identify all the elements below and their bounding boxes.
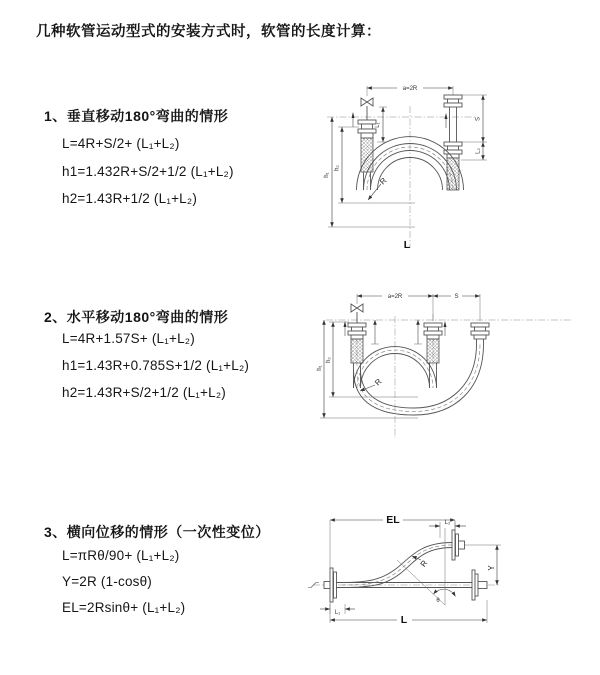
- middle-pipe-flange: [424, 323, 442, 363]
- braided-hose-section: [427, 339, 439, 363]
- radius-leader: [368, 176, 389, 200]
- dimension-stroke-s: [433, 292, 480, 301]
- radius-leader: [360, 377, 384, 391]
- h1-dimension-label: h₁: [317, 365, 323, 371]
- diagram-horizontal-180-bend: [318, 288, 583, 448]
- section-3-formula-el: EL=2Rsinθ+ (L₁+L₂): [62, 600, 186, 615]
- lower-right-flange: [472, 570, 487, 600]
- diagram-vertical-180-bend: [315, 80, 515, 254]
- dimension-el: [330, 513, 455, 568]
- right-pipe-flange: [471, 323, 489, 344]
- braided-hose-section: [361, 138, 373, 172]
- h2-dimension-label: h₂: [326, 357, 332, 363]
- section-3-heading: 3、横向位移的情形（一次性变位）: [44, 524, 270, 540]
- section-1-formula-l: L=4R+S/2+ (L₁+L₂): [62, 136, 180, 151]
- section-1-formula-h2: h2=1.43R+1/2 (L₁+L₂): [62, 191, 198, 206]
- dimension-width-a2r: [367, 84, 453, 97]
- l1-dimension-label: L₁: [334, 610, 341, 616]
- section-2-formula-l: L=4R+1.57S+ (L₁+L₂): [62, 331, 195, 346]
- left-pipe-flange: [348, 323, 366, 363]
- length-dimension-label: L: [400, 614, 408, 626]
- length-label: L: [403, 239, 411, 251]
- dimension-h2: [326, 322, 418, 397]
- section-2-formula-h1: h1=1.43R+0.785S+1/2 (L₁+L₂): [62, 358, 250, 373]
- radius-label: R: [418, 558, 430, 569]
- dimension-l1: [375, 107, 387, 142]
- dimension-l2: [429, 520, 466, 538]
- width-dimension-label: a=2R: [402, 86, 418, 92]
- section-2-heading: 2、水平移动180°弯曲的情形: [44, 309, 229, 325]
- stroke-dimension-label: S: [454, 294, 459, 300]
- section-3-formula-y: Y=2R (1-cosθ): [62, 574, 153, 589]
- l2-dimension-label: L₂: [444, 520, 451, 526]
- radius-label: R: [373, 377, 384, 388]
- stroke-dimension-label: S: [475, 116, 482, 122]
- el-dimension-label: EL: [386, 514, 400, 526]
- braided-hose-section: [351, 339, 363, 363]
- section-1-heading: 1、垂直移动180°弯曲的情形: [44, 108, 229, 124]
- h2-dimension-label: h₂: [334, 165, 341, 171]
- hose-u-bend-position-2: [354, 344, 484, 415]
- width-dimension-label: a=2R: [387, 294, 403, 300]
- l2-dimension-label: L₂: [475, 148, 482, 154]
- dimension-l1: [320, 604, 355, 616]
- diagram-lateral-displacement: [305, 508, 600, 640]
- y-dimension-label: Y: [487, 565, 496, 571]
- theta-angle-label: θ: [436, 598, 440, 604]
- valve-icon: [361, 98, 373, 120]
- hose-s-curve-position: [342, 543, 452, 588]
- upper-right-flange: [452, 530, 465, 560]
- section-2-formula-h2: h2=1.43R+S/2+1/2 (L₁+L₂): [62, 385, 226, 400]
- l1-dimension-label: L₁: [375, 122, 381, 128]
- left-pipe-flange: [358, 120, 376, 190]
- h1-dimension-label: h₁: [324, 172, 330, 178]
- dimension-length: [330, 600, 487, 626]
- radius-label: R: [378, 176, 389, 187]
- page-title: 几种软管运动型式的安装方式时，软管的长度计算：: [36, 24, 381, 40]
- section-1-formula-h1: h1=1.432R+S/2+1/2 (L₁+L₂): [62, 164, 234, 179]
- dimension-y: [465, 545, 501, 585]
- radius-leader: [412, 556, 429, 569]
- section-3-formula-l: L=πRθ/90+ (L₁+L₂): [62, 548, 180, 563]
- dimension-l2: [476, 142, 484, 160]
